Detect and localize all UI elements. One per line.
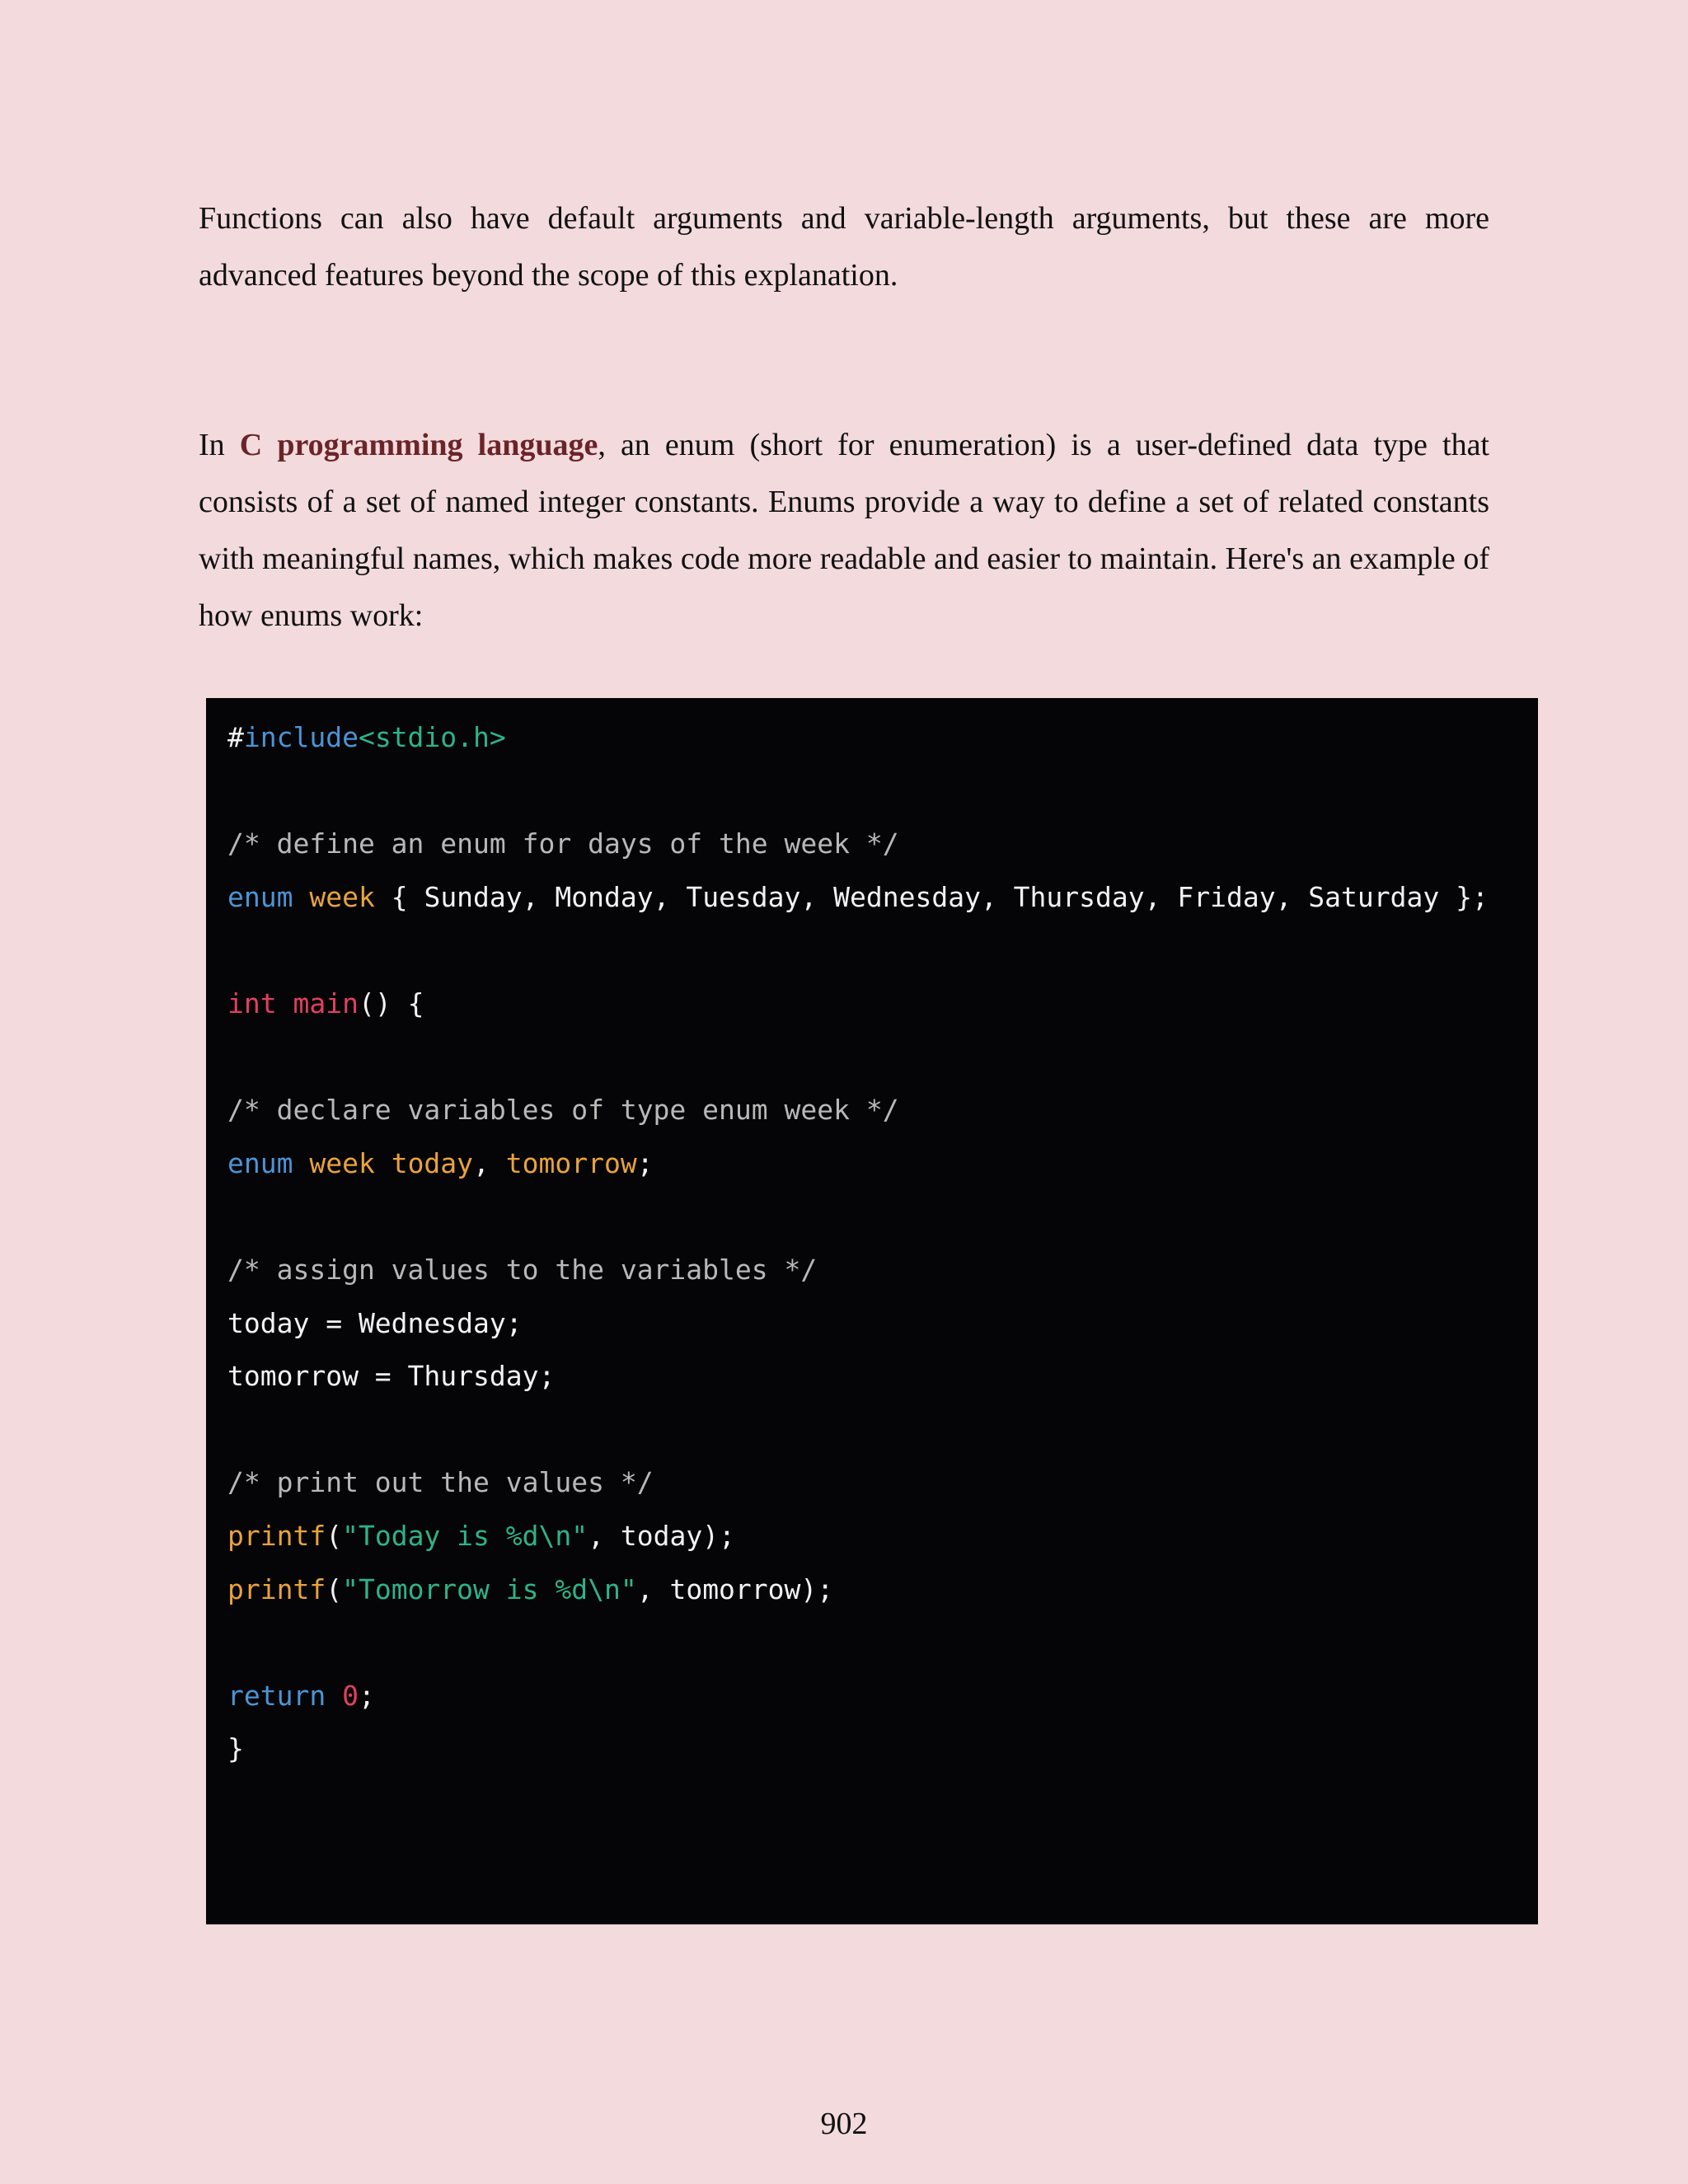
- code-token-int: int: [227, 987, 277, 1019]
- code-line-blank: [227, 1616, 1538, 1670]
- code-token-main: main: [293, 987, 359, 1019]
- code-line-include: [227, 711, 1538, 765]
- code-line-assign-today: today = Wednesday;: [227, 1306, 523, 1339]
- code-token-zero: 0: [342, 1679, 359, 1712]
- code-token-space: [293, 1147, 309, 1179]
- code-line-blank: [227, 1031, 1538, 1085]
- code-token-string-today: "Today is %d\n": [342, 1519, 588, 1552]
- code-comment-declare-variables: /* declare variables of type enum week */: [227, 1094, 899, 1127]
- code-token-semicolon: ;: [358, 1679, 375, 1712]
- code-comment-assign-values: /* assign values to the variables */: [227, 1253, 818, 1286]
- code-line-closing-brace: }: [227, 1732, 244, 1765]
- paragraph-default-arguments: Functions can also have default arguments and variable-length arguments, but these are more advanced features beyond the scope of this explanation.: [199, 201, 1489, 293]
- code-comment-print-values: /* print out the values */: [227, 1466, 654, 1499]
- code-line-declare: [227, 1137, 1538, 1191]
- code-token-week-today: week today: [309, 1146, 474, 1179]
- code-token-space: [326, 1680, 342, 1712]
- code-line-blank: [227, 924, 1538, 977]
- code-token-enum: enum: [227, 880, 293, 913]
- code-line-printf-tomorrow: [227, 1563, 1538, 1617]
- code-line-blank: [227, 1404, 1538, 1457]
- code-token-printf: printf: [227, 1572, 326, 1605]
- code-line-enum-definition: [227, 871, 1538, 925]
- code-line-main: [227, 977, 1538, 1031]
- code-token-semicolon: ;: [636, 1146, 654, 1179]
- code-token-week: week: [309, 880, 375, 913]
- paragraph-enum-intro: [199, 417, 1489, 644]
- paragraph-enum-intro-rest: , an enum (short for enumeration) is a user-defined data type that consists of a set of named integer constants. Enums provide a way to define a set of related constants with meaningful names, which makes code more readable and easier to maintain. Here's an example of how enums work:: [199, 428, 1489, 633]
- code-token-space: [293, 881, 309, 913]
- paragraph-enum-intro-start: In: [199, 428, 240, 462]
- code-line-assign-tomorrow: tomorrow = Thursday;: [227, 1360, 556, 1393]
- code-token-enum: enum: [227, 1146, 293, 1179]
- code-token-args-tomorrow: , tomorrow);: [636, 1572, 834, 1605]
- code-line-printf-today: [227, 1510, 1538, 1563]
- code-block: [206, 698, 1538, 1924]
- code-token-comma: ,: [473, 1146, 506, 1179]
- code-token-tomorrow: tomorrow: [505, 1146, 637, 1179]
- code-token-hash: #: [227, 721, 244, 753]
- code-line-blank: [227, 765, 1538, 818]
- code-line-return: [227, 1670, 1538, 1723]
- highlight-c-programming-language: C programming language: [239, 428, 598, 462]
- code-comment-define-enum: /* define an enum for days of the week */: [227, 827, 899, 860]
- code-token-args-today: , today);: [588, 1519, 735, 1552]
- code-token-header: <stdio.h>: [358, 721, 506, 753]
- code-token-printf: printf: [227, 1519, 326, 1552]
- code-token-include: include: [243, 721, 359, 753]
- code-token-main-parens: () {: [358, 987, 424, 1019]
- code-token-return: return: [227, 1679, 326, 1712]
- code-token-open-paren: (: [326, 1519, 343, 1552]
- code-token-open-paren: (: [326, 1572, 343, 1605]
- code-token-string-tomorrow: "Tomorrow is %d\n": [342, 1572, 637, 1605]
- code-token-space: [277, 987, 293, 1019]
- page-number: 902: [820, 2107, 868, 2141]
- code-token-enum-body: { Sunday, Monday, Tuesday, Wednesday, Thursday, Friday, Saturday };: [374, 880, 1489, 913]
- code-line-blank: [227, 1190, 1538, 1244]
